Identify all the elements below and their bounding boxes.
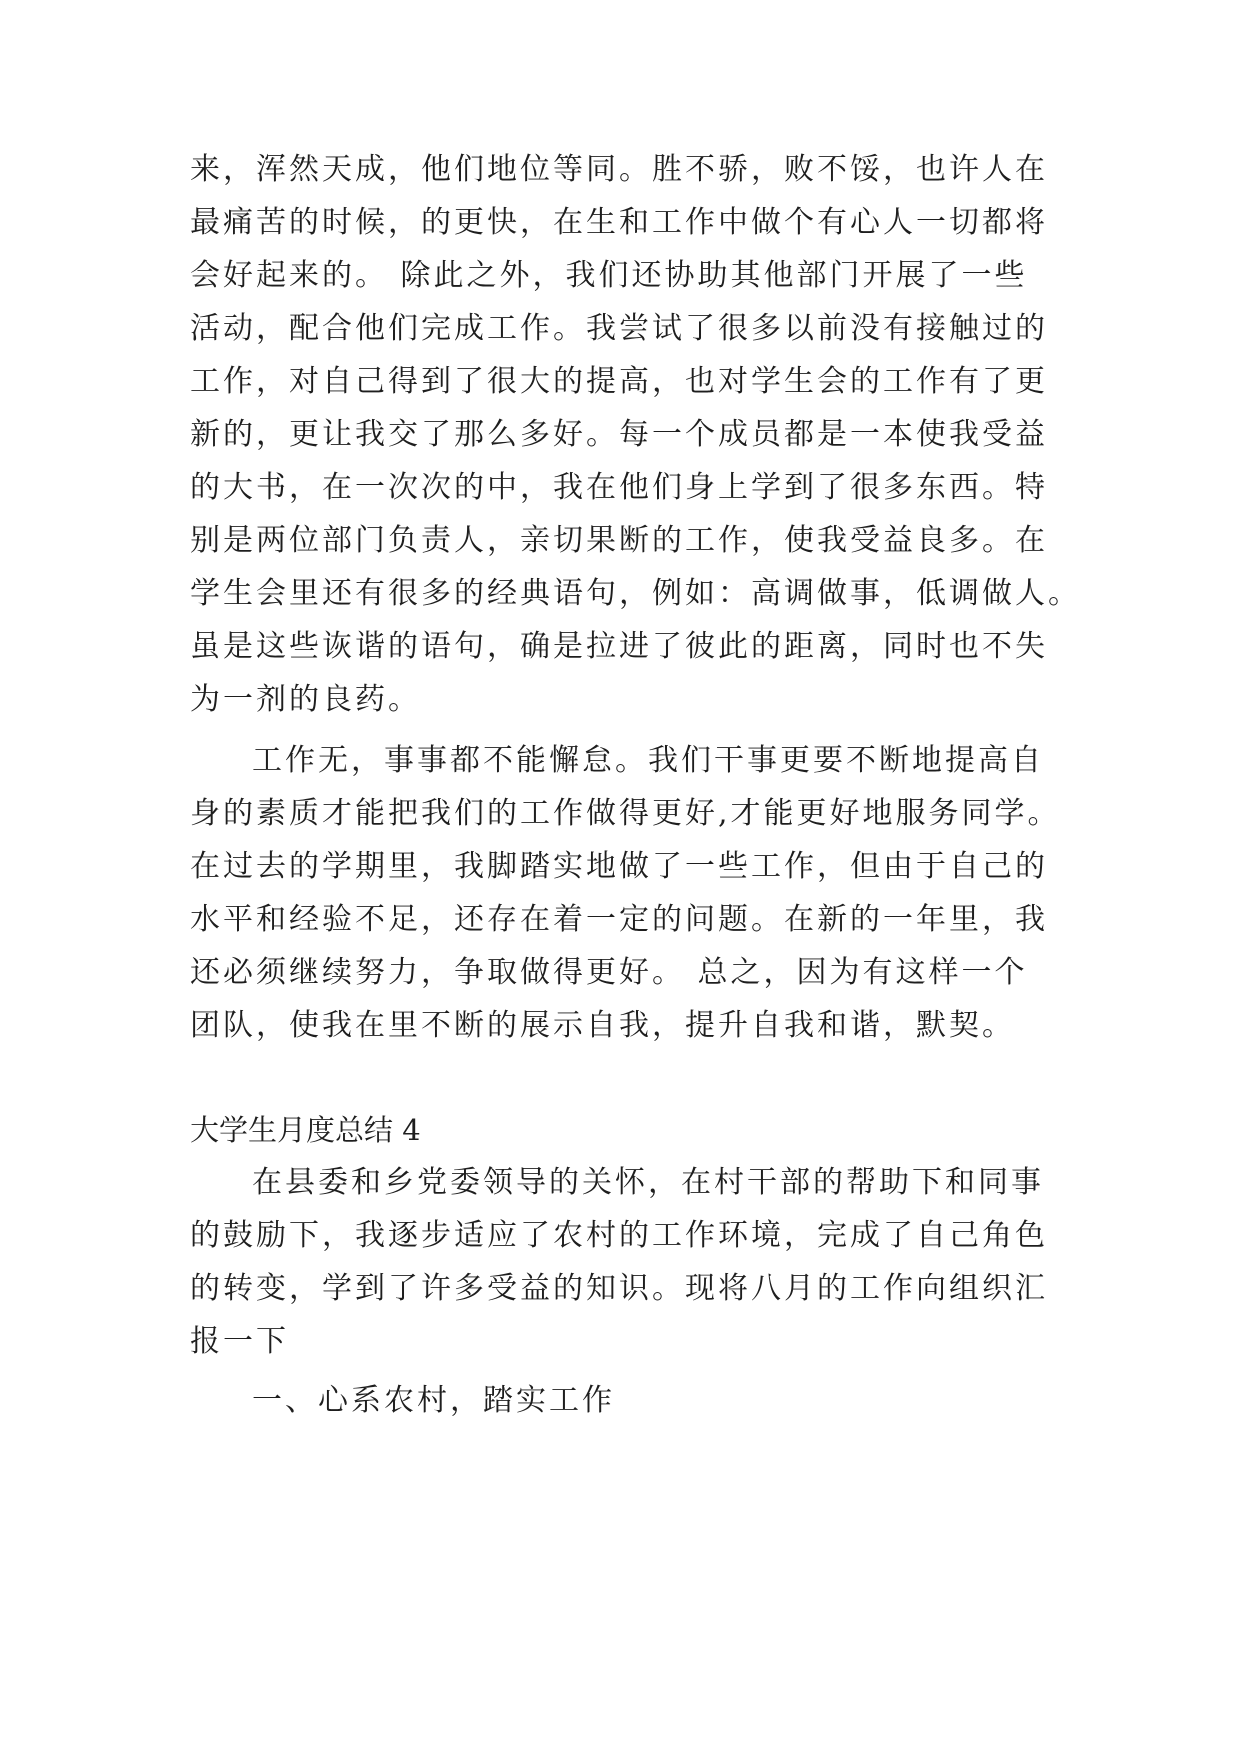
paragraph-line: 身的素质才能把我们的工作做得更好,才能更好地服务同学。: [190, 796, 1061, 831]
section-title: 大学生月度总结 4: [190, 1113, 421, 1147]
paragraph-line: 团队，使我在里不断的展示自我，提升自我和谐，默契。: [190, 1008, 1015, 1043]
paragraph-line: 新的，更让我交了那么多好。每一个成员都是一本使我受益: [190, 417, 1048, 452]
paragraph-line: 水平和经验不足，还存在着一定的问题。在新的一年里，我: [190, 902, 1048, 937]
paragraph-line: 的转变，学到了许多受益的知识。现将八月的工作向组织汇: [190, 1271, 1048, 1306]
paragraph-line: 工作无，事事都不能懈怠。我们干事更要不断地提高自: [252, 743, 1044, 778]
subheading: 一、心系农村，踏实工作: [252, 1383, 615, 1418]
paragraph-line: 在县委和乡党委领导的关怀，在村干部的帮助下和同事: [252, 1165, 1044, 1200]
paragraph-line: 别是两位部门负责人，亲切果断的工作，使我受益良多。在: [190, 523, 1048, 558]
paragraph-line: 工作，对自己得到了很大的提高，也对学生会的工作有了更: [190, 364, 1048, 399]
paragraph-line: 会好起来的。 除此之外，我们还协助其他部门开展了一些: [190, 258, 1028, 293]
paragraph-line: 活动，配合他们完成工作。我尝试了很多以前没有接触过的: [190, 311, 1048, 346]
paragraph-line: 虽是这些诙谐的语句，确是拉进了彼此的距离，同时也不失: [190, 629, 1048, 664]
paragraph-line: 报一下: [190, 1324, 289, 1359]
paragraph-line: 的鼓励下，我逐步适应了农村的工作环境，完成了自己角色: [190, 1218, 1048, 1253]
paragraph-line: 在过去的学期里，我脚踏实地做了一些工作，但由于自己的: [190, 849, 1048, 884]
paragraph-line: 来，浑然天成，他们地位等同。胜不骄，败不馁，也许人在: [190, 152, 1048, 187]
paragraph-line: 还必须继续努力，争取做得更好。 总之，因为有这样一个: [190, 955, 1028, 990]
paragraph-line: 的大书，在一次次的中，我在他们身上学到了很多东西。特: [190, 470, 1048, 505]
paragraph-line: 学生会里还有很多的经典语句，例如：高调做事，低调做人。: [190, 576, 1081, 611]
paragraph-line: 为一剂的良药。: [190, 682, 421, 717]
paragraph-line: 最痛苦的时候，的更快，在生和工作中做个有心人一切都将: [190, 205, 1048, 240]
